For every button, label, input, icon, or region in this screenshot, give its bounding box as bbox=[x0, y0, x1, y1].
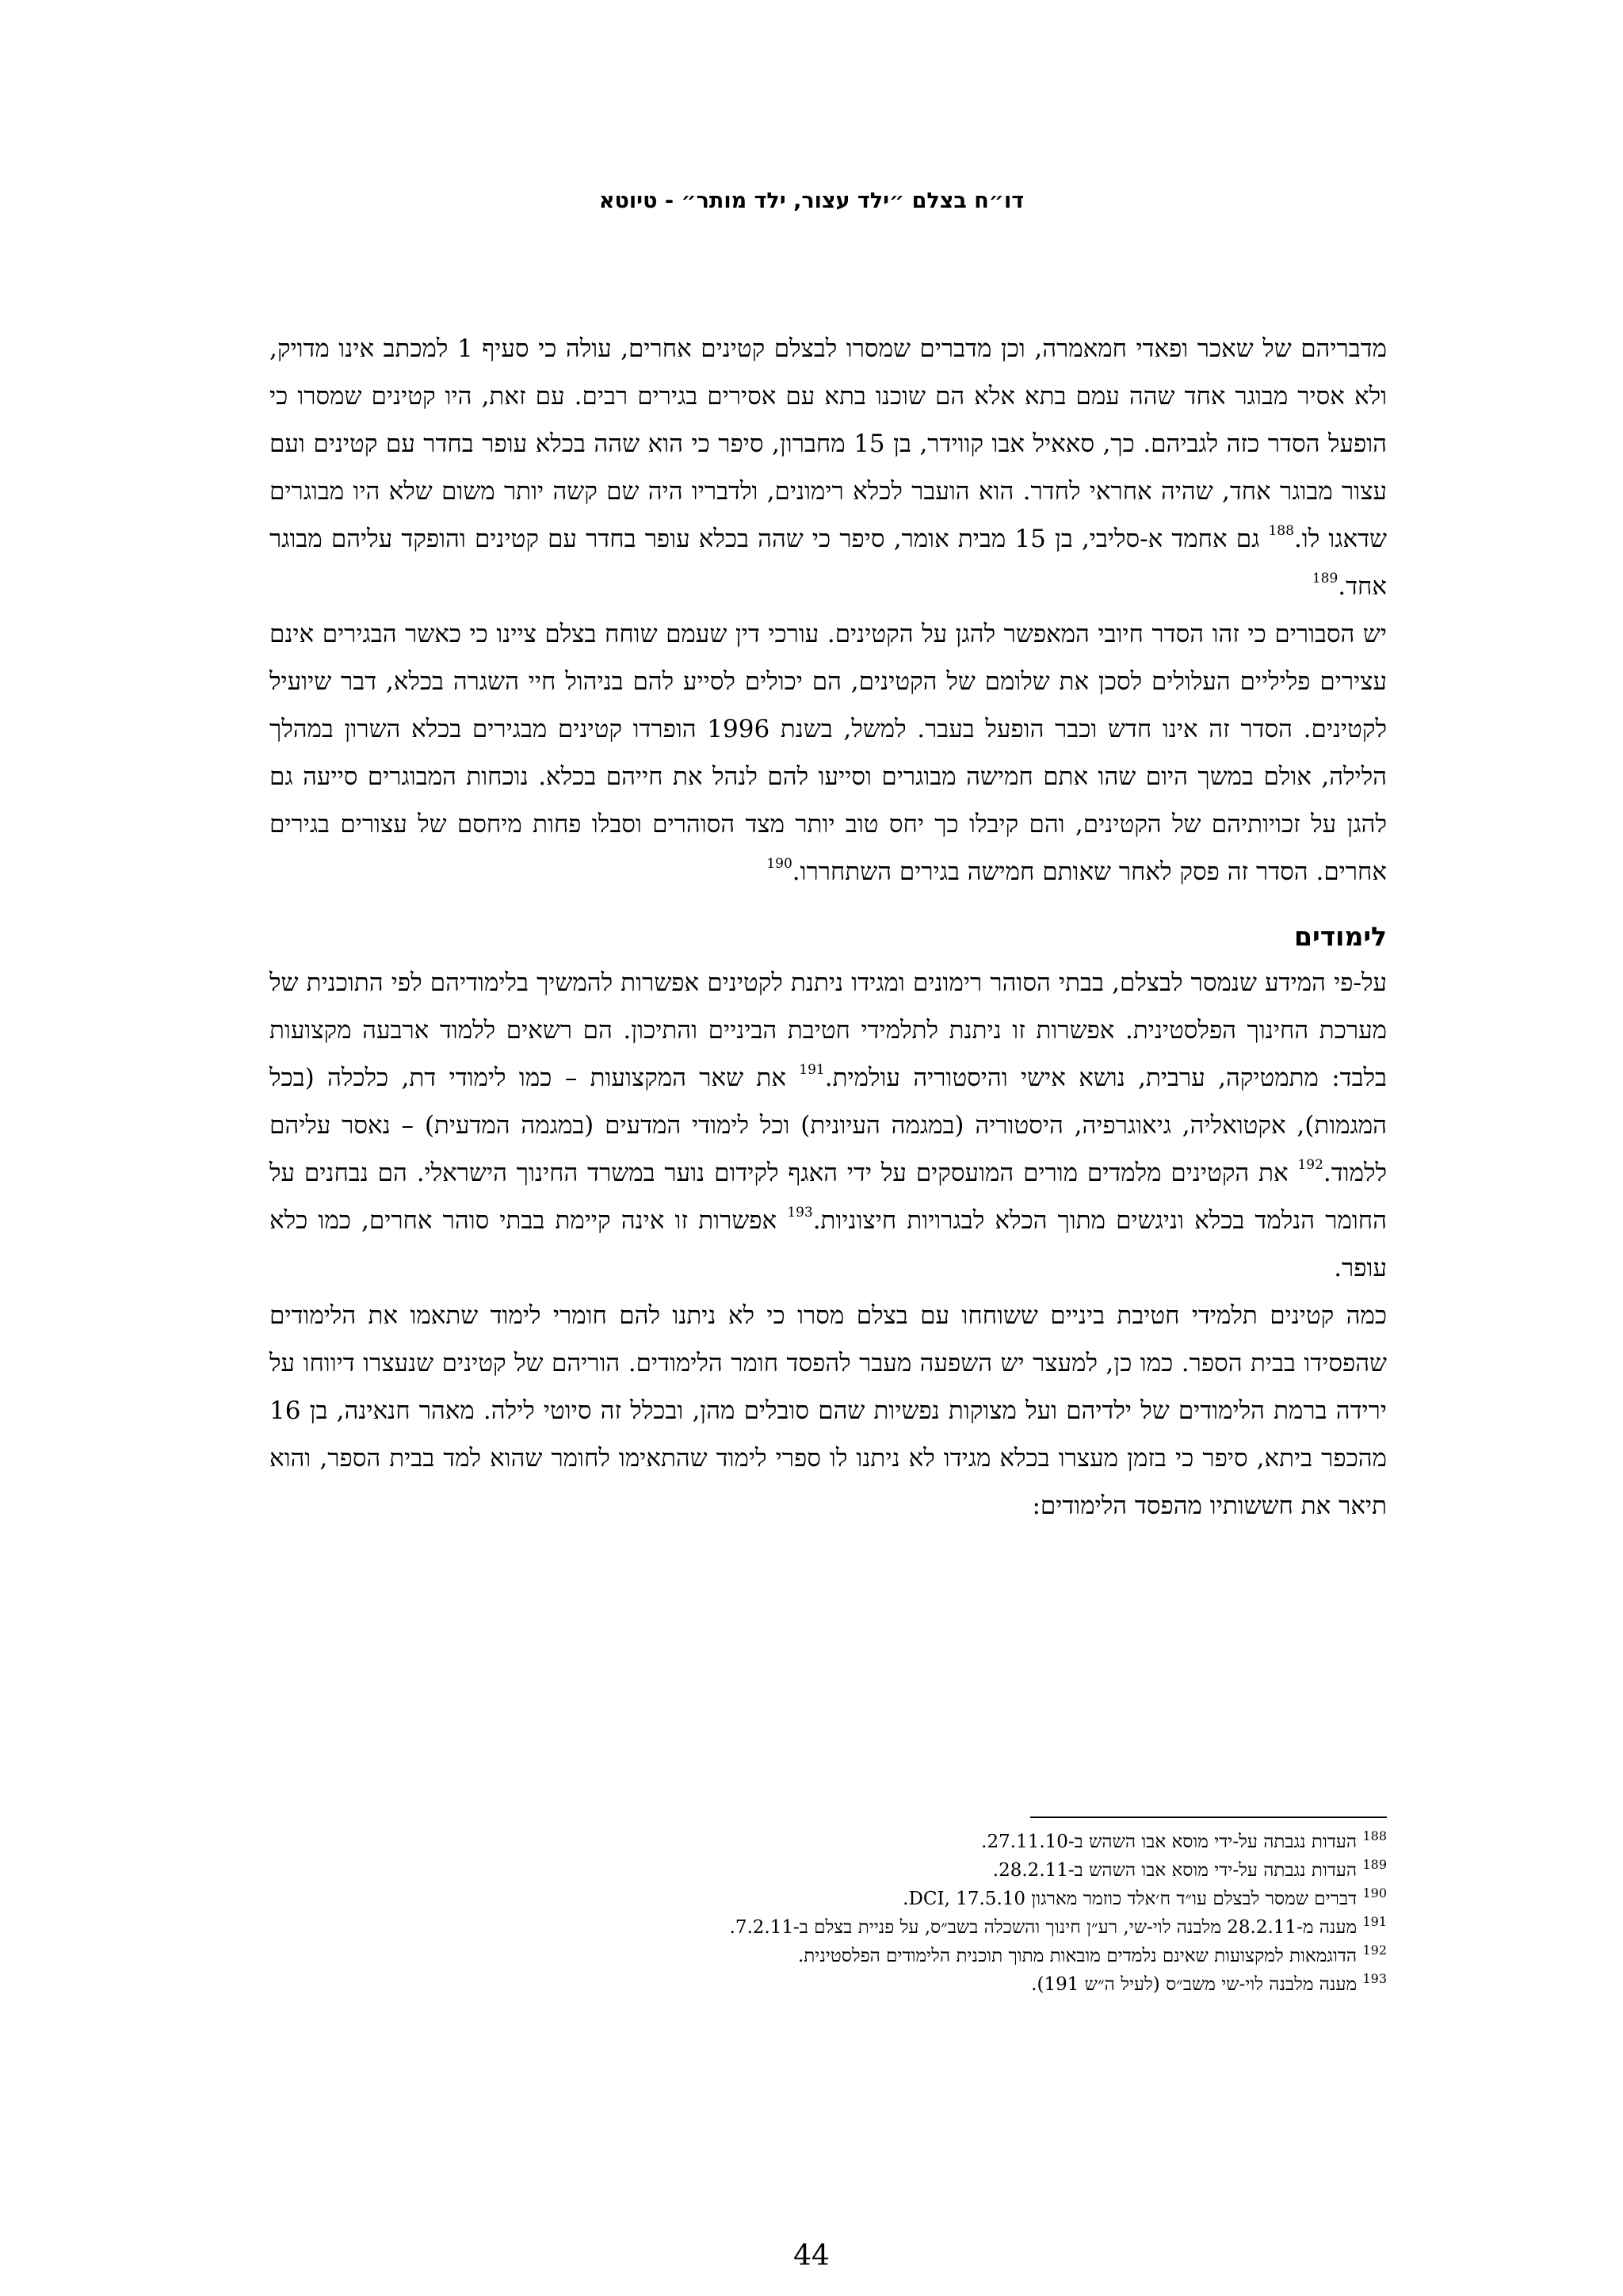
paragraph-text: כמה קטינים תלמידי חטיבת ביניים ששוחחו עם בצלם מסרו כי לא ניתנו להם חומרי לימוד שתאמו את הלימודים שהפסידו בבית הספר. כמו כן, למעצר יש השפעה מעבר להפסד חומר הלימודים. הוריהם של קטינים שנעצרו דיווחו על ירידה ברמת הלימודים של ילדיהם ועל מצוקות נפשיות שהם סובלים מהן, ובכלל זה סיוטי לילה. מאהר חנאינה, בן 16 מהכפר ביתא, סיפר כי בזמן מעצרו בכלא מגידו לא ניתנו לו ספרי לימוד שהתאימו לחומר שהוא למד בבית הספר, והוא תיאר את חששותיו מהפסד הלימודים: bbox=[269, 1301, 1387, 1520]
footnote-number: 191 bbox=[1362, 1914, 1387, 1929]
paragraph-text: את הקטינים מלמדים מורים המועסקים על ידי האגף לקידום נוער במשרד החינוך הישראלי. הם נבחנים על החומר הנלמד בכלא וניגשים מתוך הכלא לבגרויות חיצוניות. bbox=[269, 1159, 1387, 1235]
footnote bbox=[269, 1970, 1387, 1999]
footnote-number: 192 bbox=[1362, 1943, 1387, 1958]
footnote bbox=[269, 1856, 1387, 1885]
footnote-ref[interactable]: 192 bbox=[1297, 1157, 1323, 1173]
footnotes bbox=[269, 1828, 1387, 1999]
footnote-number: 190 bbox=[1362, 1885, 1387, 1901]
section-heading: לימודים bbox=[1294, 921, 1387, 952]
footnote-ref[interactable]: 189 bbox=[1312, 571, 1338, 586]
paragraph-text: מדבריהם של שאכר ופאדי חמאמרה, וכן מדברים שמסרו לבצלם קטינים אחרים, עולה כי סעיף 1 למכתב אינו מדויק, ולא אסיר מבוגר אחד שהה עמם בתא אלא הם שוכנו בתא עם אסירים בגירים רבים. עם זאת, היו קטינים שמסרו כי הופעל הסדר כזה לגביהם. כך, סאאיל אבו קווידר, בן 15 מחברון, סיפר כי הוא שהה בכלא עופר בחדר עם קטינים ועם עצור מבוגר אחד, שהיה אחראי לחדר. הוא הועבר לכלא רימונים, ולדבריו היה שם קשה יותר משום שלא היו מבוגרים שדאגו לו. bbox=[269, 334, 1387, 553]
footnote-ref[interactable]: 190 bbox=[766, 856, 792, 872]
paragraph-text: אפשרות זו אינה קיימת בבתי סוהר אחרים, כמו כלא עופר. bbox=[269, 1206, 1387, 1282]
paragraph-text: את שאר המקצועות – כמו לימודי דת, כלכלה (בכל המגמות), אקטואליה, גיאוגרפיה, היסטוריה (במגמה העיונית) וכל לימודי המדעים (במגמה המדעית) – נאסר עליהם ללמוד. bbox=[269, 1064, 1387, 1187]
footnote-ref[interactable]: 193 bbox=[787, 1205, 813, 1221]
footnote-text: העדות נגבתה על-ידי מוסא אבו השהש ב-28.2.11. bbox=[992, 1860, 1358, 1881]
footnote bbox=[269, 1828, 1387, 1856]
footnote-number: 193 bbox=[1362, 1971, 1387, 1986]
paragraph bbox=[269, 610, 1387, 896]
paragraph bbox=[269, 1292, 1387, 1530]
page-number: 44 bbox=[793, 2240, 830, 2272]
paragraph-text: יש הסבורים כי זהו הסדר חיובי המאפשר להגן על הקטינים. עורכי דין שעמם שוחח בצלם ציינו כי כאשר הבגירים אינם עצירים פליליים העלולים לסכן את שלומם של הקטינים, הם יכולים לסייע להם בניהול חיי השגרה בכלא, דבר שיועיל לקטינים. הסדר זה אינו חדש וכבר הופעל בעבר. למשל, בשנת 1996 הופרדו קטינים מבגירים בכלא השרון במהלך הלילה, אולם במשך היום שהו אתם חמישה מבוגרים וסייעו להם לנהל את חייהם בכלא. נוכחות המבוגרים סייעה גם להגן על זכויותיהם של הקטינים, והם קיבלו כך יחס טוב יותר מצד הסוהרים וסבלו פחות מיחסם של עצורים בגירים אחרים. הסדר זה פסק לאחר שאותם חמישה בגירים השתחררו. bbox=[269, 620, 1387, 886]
footnote-number: 189 bbox=[1362, 1857, 1387, 1872]
footnote-text: דברים שמסר לבצלם עו״ד ח׳אלד כוזמר מארגון DCI, 17.5.10. bbox=[903, 1889, 1358, 1909]
footnote-text: העדות נגבתה על-ידי מוסא אבו השהש ב-27.11.10. bbox=[981, 1832, 1358, 1852]
footnote-ref[interactable]: 191 bbox=[799, 1062, 825, 1078]
footnote bbox=[269, 1942, 1387, 1970]
footnote bbox=[269, 1885, 1387, 1913]
footnote-number: 188 bbox=[1362, 1828, 1387, 1843]
footnote-text: מענה מ-28.2.11 מלבנה לוי-שי, רע״ן חינוך והשכלה בשב״ס, על פניית בצלם ב-7.2.11. bbox=[729, 1917, 1358, 1938]
footnote-text: הדוגמאות למקצועות שאינם נלמדים מובאות מתוך תוכנית הלימודים הפלסטינית. bbox=[797, 1946, 1358, 1966]
footnote bbox=[269, 1913, 1387, 1942]
footnote-ref[interactable]: 188 bbox=[1268, 523, 1294, 539]
paragraph-text: גם אחמד א-סליבי, בן 15 מבית אומר, סיפר כי שהה בכלא עופר בחדר עם קטינים והופקד עליהם מבוגר אחד. bbox=[269, 525, 1387, 601]
running-header: דו״ח בצלם ״ילד עצור, ילד מותר״ - טיוטא bbox=[598, 189, 1025, 213]
paragraph-text: על-פי המידע שנמסר לבצלם, בבתי הסוהר רימונים ומגידו ניתנת לקטינים אפשרות להמשיך בלימודיהם לפי התוכנית של מערכת החינוך הפלסטינית. אפשרות זו ניתנת לתלמידי חטיבת הביניים והתיכון. הם רשאים ללמוד ארבעה מקצועות בלבד: מתמטיקה, ערבית, נושא אישי והיסטוריה עולמית. bbox=[269, 968, 1387, 1092]
paragraph bbox=[269, 959, 1387, 1292]
body-text bbox=[269, 325, 1387, 1530]
paragraph bbox=[269, 325, 1387, 610]
footnote-text: מענה מלבנה לוי-שי משב״ס (לעיל ה״ש 191). bbox=[1031, 1974, 1358, 1995]
footnote-separator bbox=[1030, 1817, 1387, 1818]
